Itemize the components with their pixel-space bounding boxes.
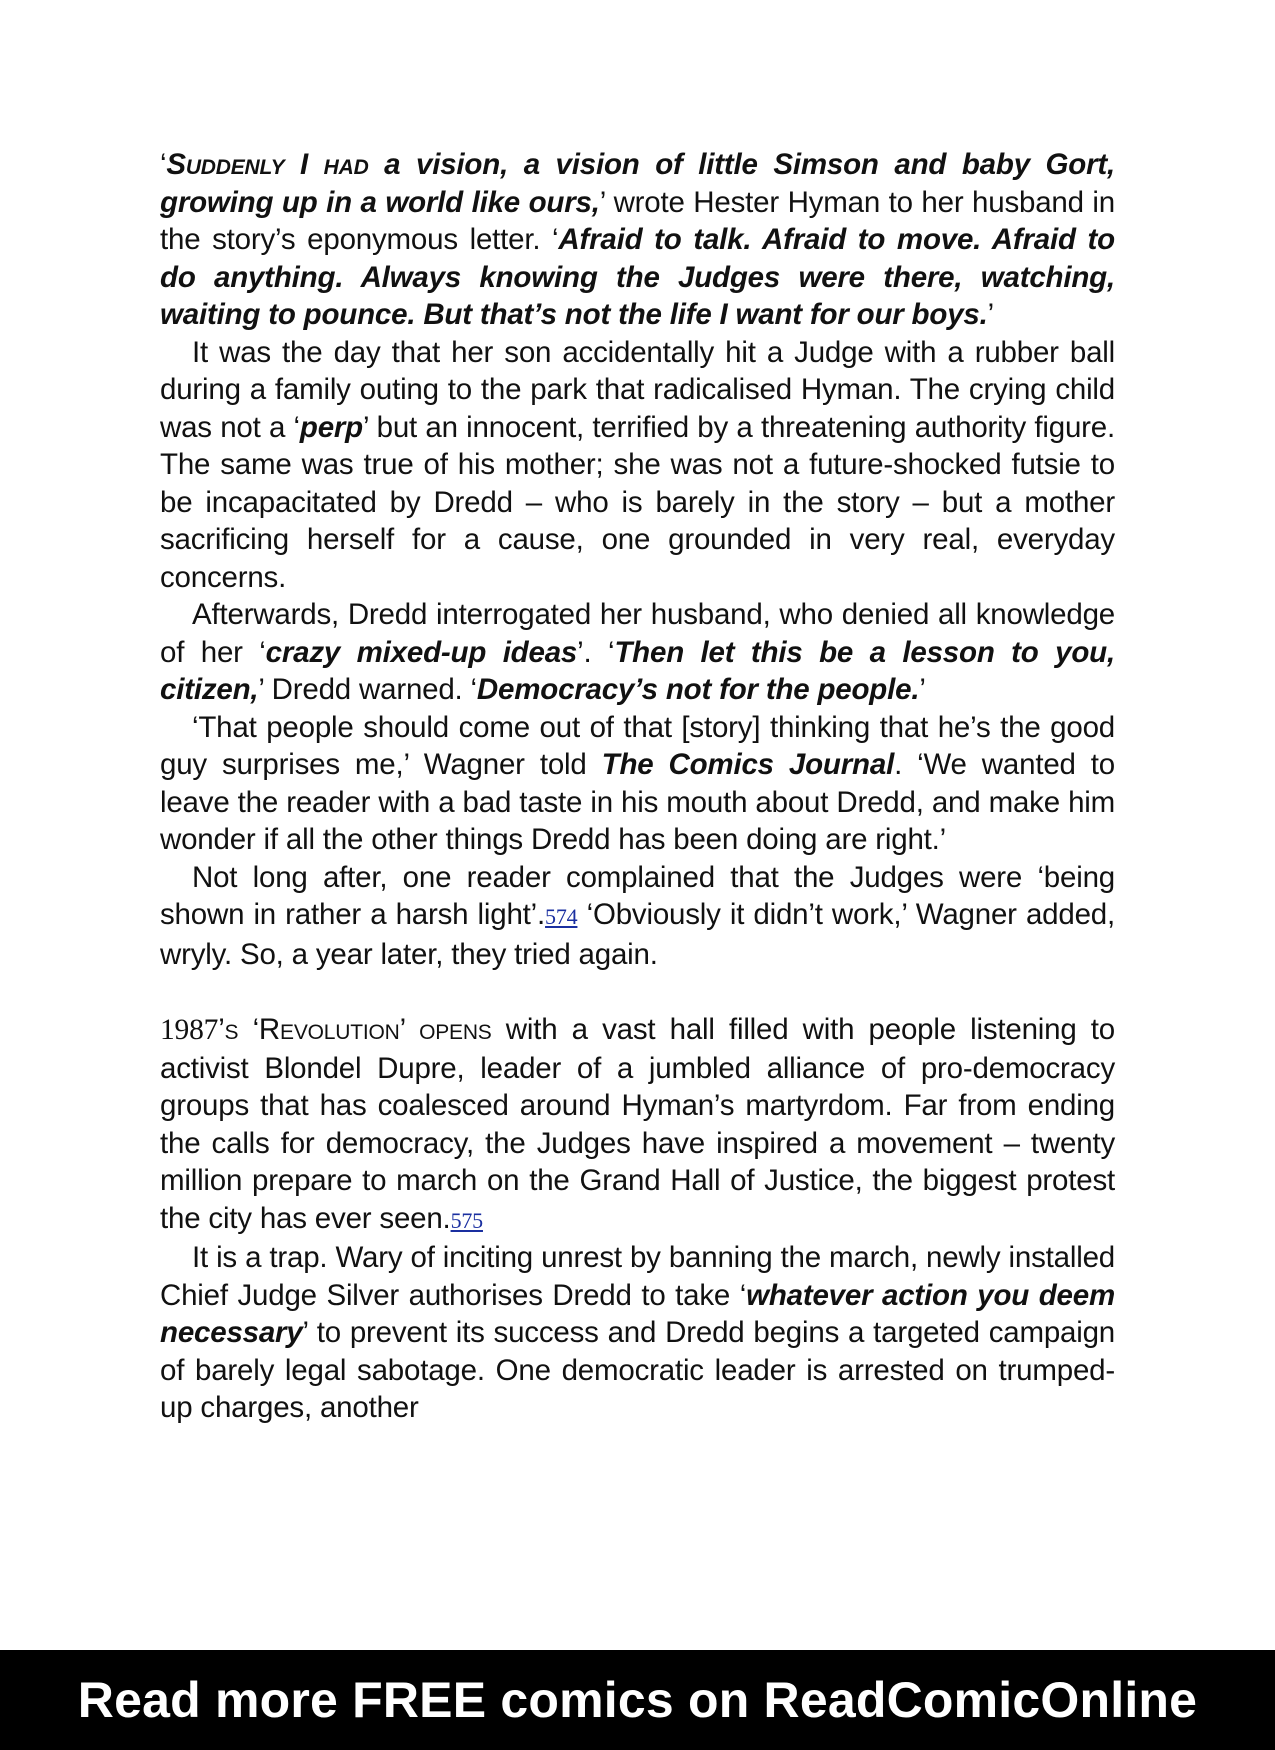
text-run: It is a trap. Wary of inciting unrest by banning the march, newly installed Chief Judge Silver authorises Dredd to take ‘ — [160, 1241, 1115, 1312]
footnote-link-575[interactable]: 575 — [450, 1207, 483, 1233]
paragraph-3 — [160, 596, 1115, 709]
text-run: Afraid to talk. Afraid to move. Afraid to do anything. Always knowing the Judges were there, watching, waiting to pounce. But that’s not the life I want for our boys. — [160, 223, 1115, 331]
text-run: ’. ‘ — [577, 635, 615, 669]
text-run: Suddenly I had — [166, 148, 369, 181]
text-run: ‘ — [160, 148, 167, 181]
text-run: whatever action you deem necessary — [160, 1278, 1115, 1349]
page-body — [160, 146, 1115, 1427]
text-run: ’ wrote Hester Hyman to her husband in the story’s eponymous letter. ‘ — [160, 185, 1115, 256]
paragraph-4 — [160, 709, 1115, 859]
text-run: ’s ‘Revolution’ opens — [218, 1013, 492, 1046]
text-run: ’ — [919, 673, 926, 706]
promo-banner[interactable] — [0, 1650, 1275, 1750]
text-run: with a vast hall filled with people listening to activist Blondel Dupre, leader of a jumbled alliance of pro-democracy groups that has coalesced around Hyman’s martyrdom. Far from ending the calls for democracy, the Judges have inspired a movement – twenty million prepare to march on the Grand Hall of Justice, the biggest protest the city has ever seen. — [160, 1013, 1115, 1235]
text-run: Democracy’s not for the people. — [476, 673, 920, 706]
promo-banner-text: Read more FREE comics on ReadComicOnline — [77, 1672, 1198, 1728]
paragraph-5 — [160, 859, 1115, 974]
text-run: It was the day that her son accidentally hit a Judge with a rubber ball during a family outing to the park that radicalised Hyman. The crying child was not a ‘ — [160, 335, 1115, 444]
text-run: 1987 — [160, 1014, 219, 1046]
text-run: The Comics Journal — [601, 748, 895, 781]
text-run: ’ — [987, 298, 994, 331]
text-run: ’ but an innocent, terrified by a threatening authority figure. The same was true of his mother; she was not a future-shocked futsie to be incapacitated by Dredd – who is barely in the story – but a mother sacrificing herself for a cause, one grounded in very real, everyday concerns. — [160, 410, 1115, 594]
text-run: Then let this be a lesson to you, citizen, — [160, 635, 1115, 706]
text-run: ’ to prevent its success and Dredd begins a targeted campaign of barely legal sabotage. One democratic leader is arrested on trumped-up charges, another — [160, 1316, 1115, 1424]
text-run: Not long after, one reader complained that the Judges were ‘being shown in rather a harsh light’. — [160, 860, 1115, 931]
text-run: . ‘We wanted to leave the reader with a bad taste in his mouth about Dredd, and make him wonder if all the other things Dredd has been doing are right.’ — [160, 748, 1115, 856]
text-run: ’ Dredd warned. ‘ — [258, 673, 477, 706]
text-run: ‘That people should come out of that [story] thinking that he’s the good guy surprises me,’ Wagner told — [160, 710, 1115, 781]
text-run: Afterwards, Dredd interrogated her husband, who denied all knowledge of her ‘ — [160, 598, 1115, 669]
paragraph-1 — [160, 146, 1115, 334]
paragraph-7 — [160, 1239, 1115, 1427]
text-run: ‘Obviously it didn’t work,’ Wagner added, wryly. So, a year later, they tried again. — [160, 898, 1115, 971]
paragraph-6 — [160, 1011, 1115, 1239]
footnote-link-574[interactable]: 574 — [545, 904, 578, 929]
text-run: a vision, a vision of little Simson and baby Gort, growing up in a world like ours, — [160, 148, 1115, 219]
text-run: perp — [299, 410, 364, 444]
paragraph-2 — [160, 334, 1115, 597]
text-run: crazy mixed-up ideas — [265, 635, 578, 669]
